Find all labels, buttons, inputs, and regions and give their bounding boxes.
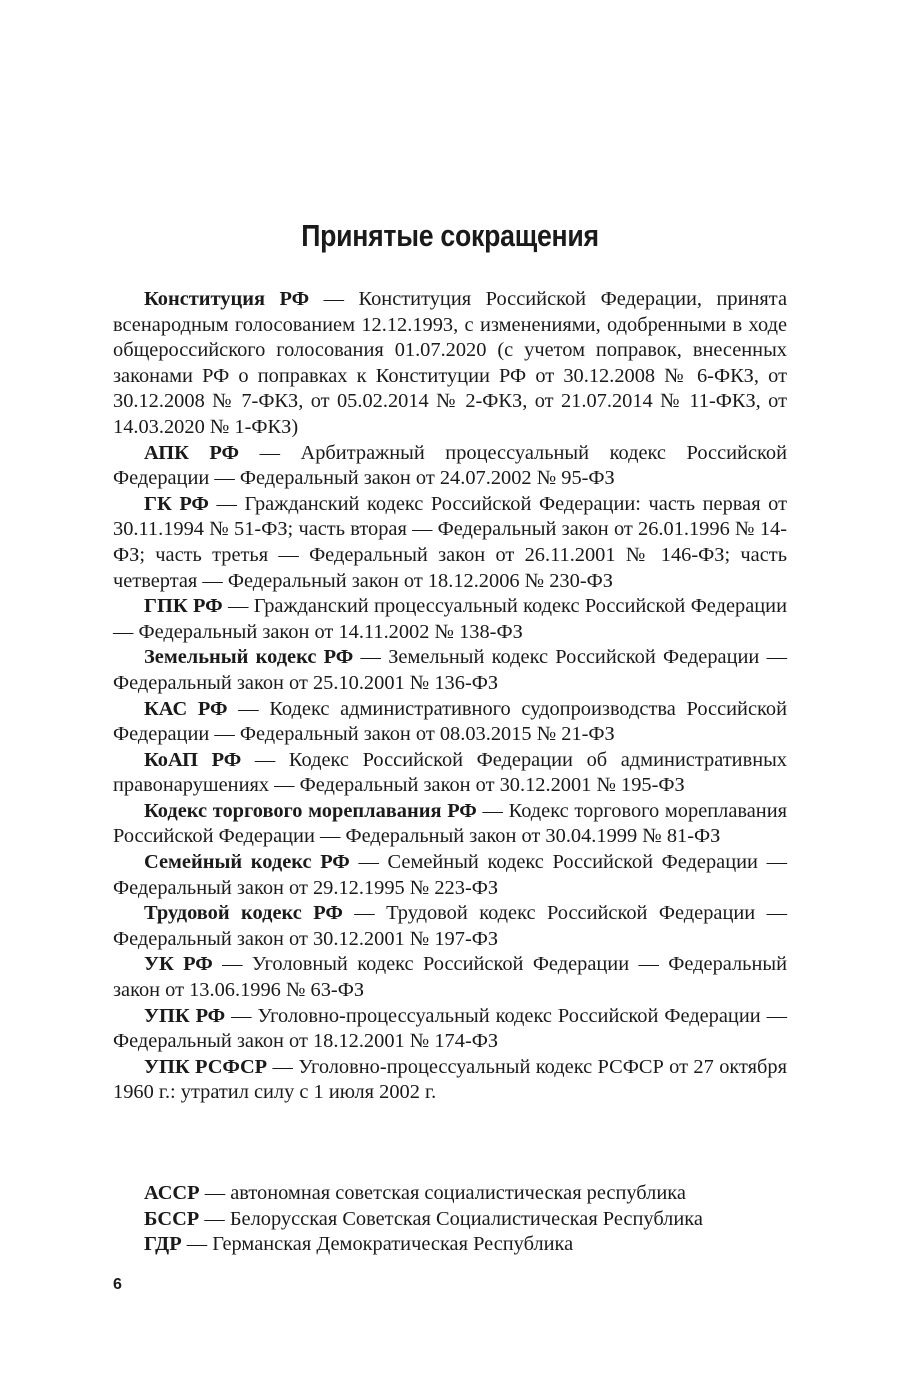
abbreviations-list <box>113 287 787 1106</box>
list-item <box>113 287 787 441</box>
entry-term: Трудовой кодекс РФ <box>144 902 343 925</box>
entry-term: АПК РФ <box>144 441 240 464</box>
entry-term: Земельный кодекс РФ <box>144 646 354 669</box>
entry-term: КАС РФ <box>144 697 228 720</box>
entry-term: Кодекс торгового мореплавания РФ <box>144 799 477 822</box>
entry-definition: — автономная советская социалистическая республика <box>199 1182 686 1204</box>
page-title: Принятые сокращения <box>301 218 599 253</box>
misc-abbreviations-list <box>144 1181 794 1258</box>
list-item <box>113 645 787 696</box>
entry-definition: — Кодекс административного судопроизводства Российской Федерации — Федеральный закон от 08.03.2015 № 21-ФЗ <box>113 697 787 746</box>
list-item <box>113 1055 787 1106</box>
entry-definition: — Уголовно-процессуальный кодекс РСФСР от 27 октября 1960 г.: утратил силу с 1 июля 2002 г. <box>113 1055 787 1104</box>
list-item <box>113 697 787 748</box>
list-item <box>144 1207 794 1233</box>
entry-definition: — Белорусская Советская Социалистическая Республика <box>199 1207 703 1230</box>
entry-term: УК РФ <box>144 953 213 976</box>
entry-term: ГК РФ <box>144 492 209 515</box>
list-item <box>113 594 787 645</box>
entry-term: БССР <box>144 1207 200 1230</box>
entry-definition: — Семейный кодекс Российской Федерации — Федеральный закон от 29.12.1995 № 223-ФЗ <box>113 851 787 899</box>
entry-term: УПК РФ <box>144 1004 226 1027</box>
entry-term: УПК РСФСР <box>144 1055 268 1078</box>
list-item <box>144 1232 794 1258</box>
entry-term: ГДР <box>144 1233 182 1256</box>
list-item <box>113 748 787 799</box>
entry-term: ГПК РФ <box>144 595 223 618</box>
entry-definition: — Гражданский кодекс Российской Федерации: часть первая от 30.11.1994 № 51-ФЗ; часть вторая — Федеральный закон от 26.01.1996 № 14-ФЗ; часть третья — Федеральный закон от 26.11.2001 № 146-ФЗ; часть четвертая — Федеральный закон от 18.12.2006 № 230-ФЗ <box>113 492 787 592</box>
list-item <box>113 850 787 901</box>
entry-definition: — Уголовно-процессуальный кодекс Российской Федерации — Федеральный закон от 18.12.2001 № 174-ФЗ <box>113 1004 788 1053</box>
entry-definition: — Кодекс торгового мореплавания Российской Федерации — Федеральный закон от 30.04.1999 № 81-ФЗ <box>113 799 787 848</box>
entry-definition: — Трудовой кодекс Российской Федерации — Федеральный закон от 30.12.2001 № 197-ФЗ <box>113 902 787 950</box>
entry-term: КоАП РФ <box>144 748 242 771</box>
list-item <box>113 952 787 1003</box>
page-number: 6 <box>113 1276 122 1293</box>
entry-term: Конституция РФ <box>144 288 310 310</box>
list-item <box>113 1004 787 1055</box>
entry-term: Семейный кодекс РФ <box>144 851 350 874</box>
list-item <box>113 799 787 850</box>
entry-definition: — Кодекс Российской Федерации об административных правонарушениях — Федеральный закон от 30.12.2001 № 195-ФЗ <box>113 748 787 797</box>
entry-definition: — Конституция Российской Федерации, принята всенародным голосованием 12.12.1993, с изменениями, одобренными в ходе общероссийского голосования 01.07.2020 (с учетом поправок, внесенных законами РФ о поправках к Конституции РФ от 30.12.2008 № 6-ФКЗ, от 30.12.2008 № 7-ФКЗ, от 05.02.2014 № 2-ФКЗ, от 21.07.2014 № 11-ФКЗ, от 14.03.2020 № 1-ФКЗ) <box>113 288 788 438</box>
list-item <box>144 1181 794 1207</box>
entry-definition: — Арбитражный процессуальный кодекс Российской Федерации — Федеральный закон от 24.07.2002 № 95-ФЗ <box>113 441 787 490</box>
entry-term: АССР <box>144 1182 200 1204</box>
entry-definition: — Уголовный кодекс Российской Федерации — Федеральный закон от 13.06.1996 № 63-ФЗ <box>113 953 787 1002</box>
entry-definition: — Земельный кодекс Российской Федерации — Федеральный закон от 25.10.2001 № 136-ФЗ <box>113 646 787 694</box>
list-item <box>113 492 787 594</box>
entry-definition: — Гражданский процессуальный кодекс Российской Федерации — Федеральный закон от 14.11.2002 № 138-ФЗ <box>113 595 787 643</box>
list-item <box>113 441 787 492</box>
entry-definition: — Германская Демократическая Республика <box>181 1233 574 1256</box>
list-item <box>113 901 787 952</box>
